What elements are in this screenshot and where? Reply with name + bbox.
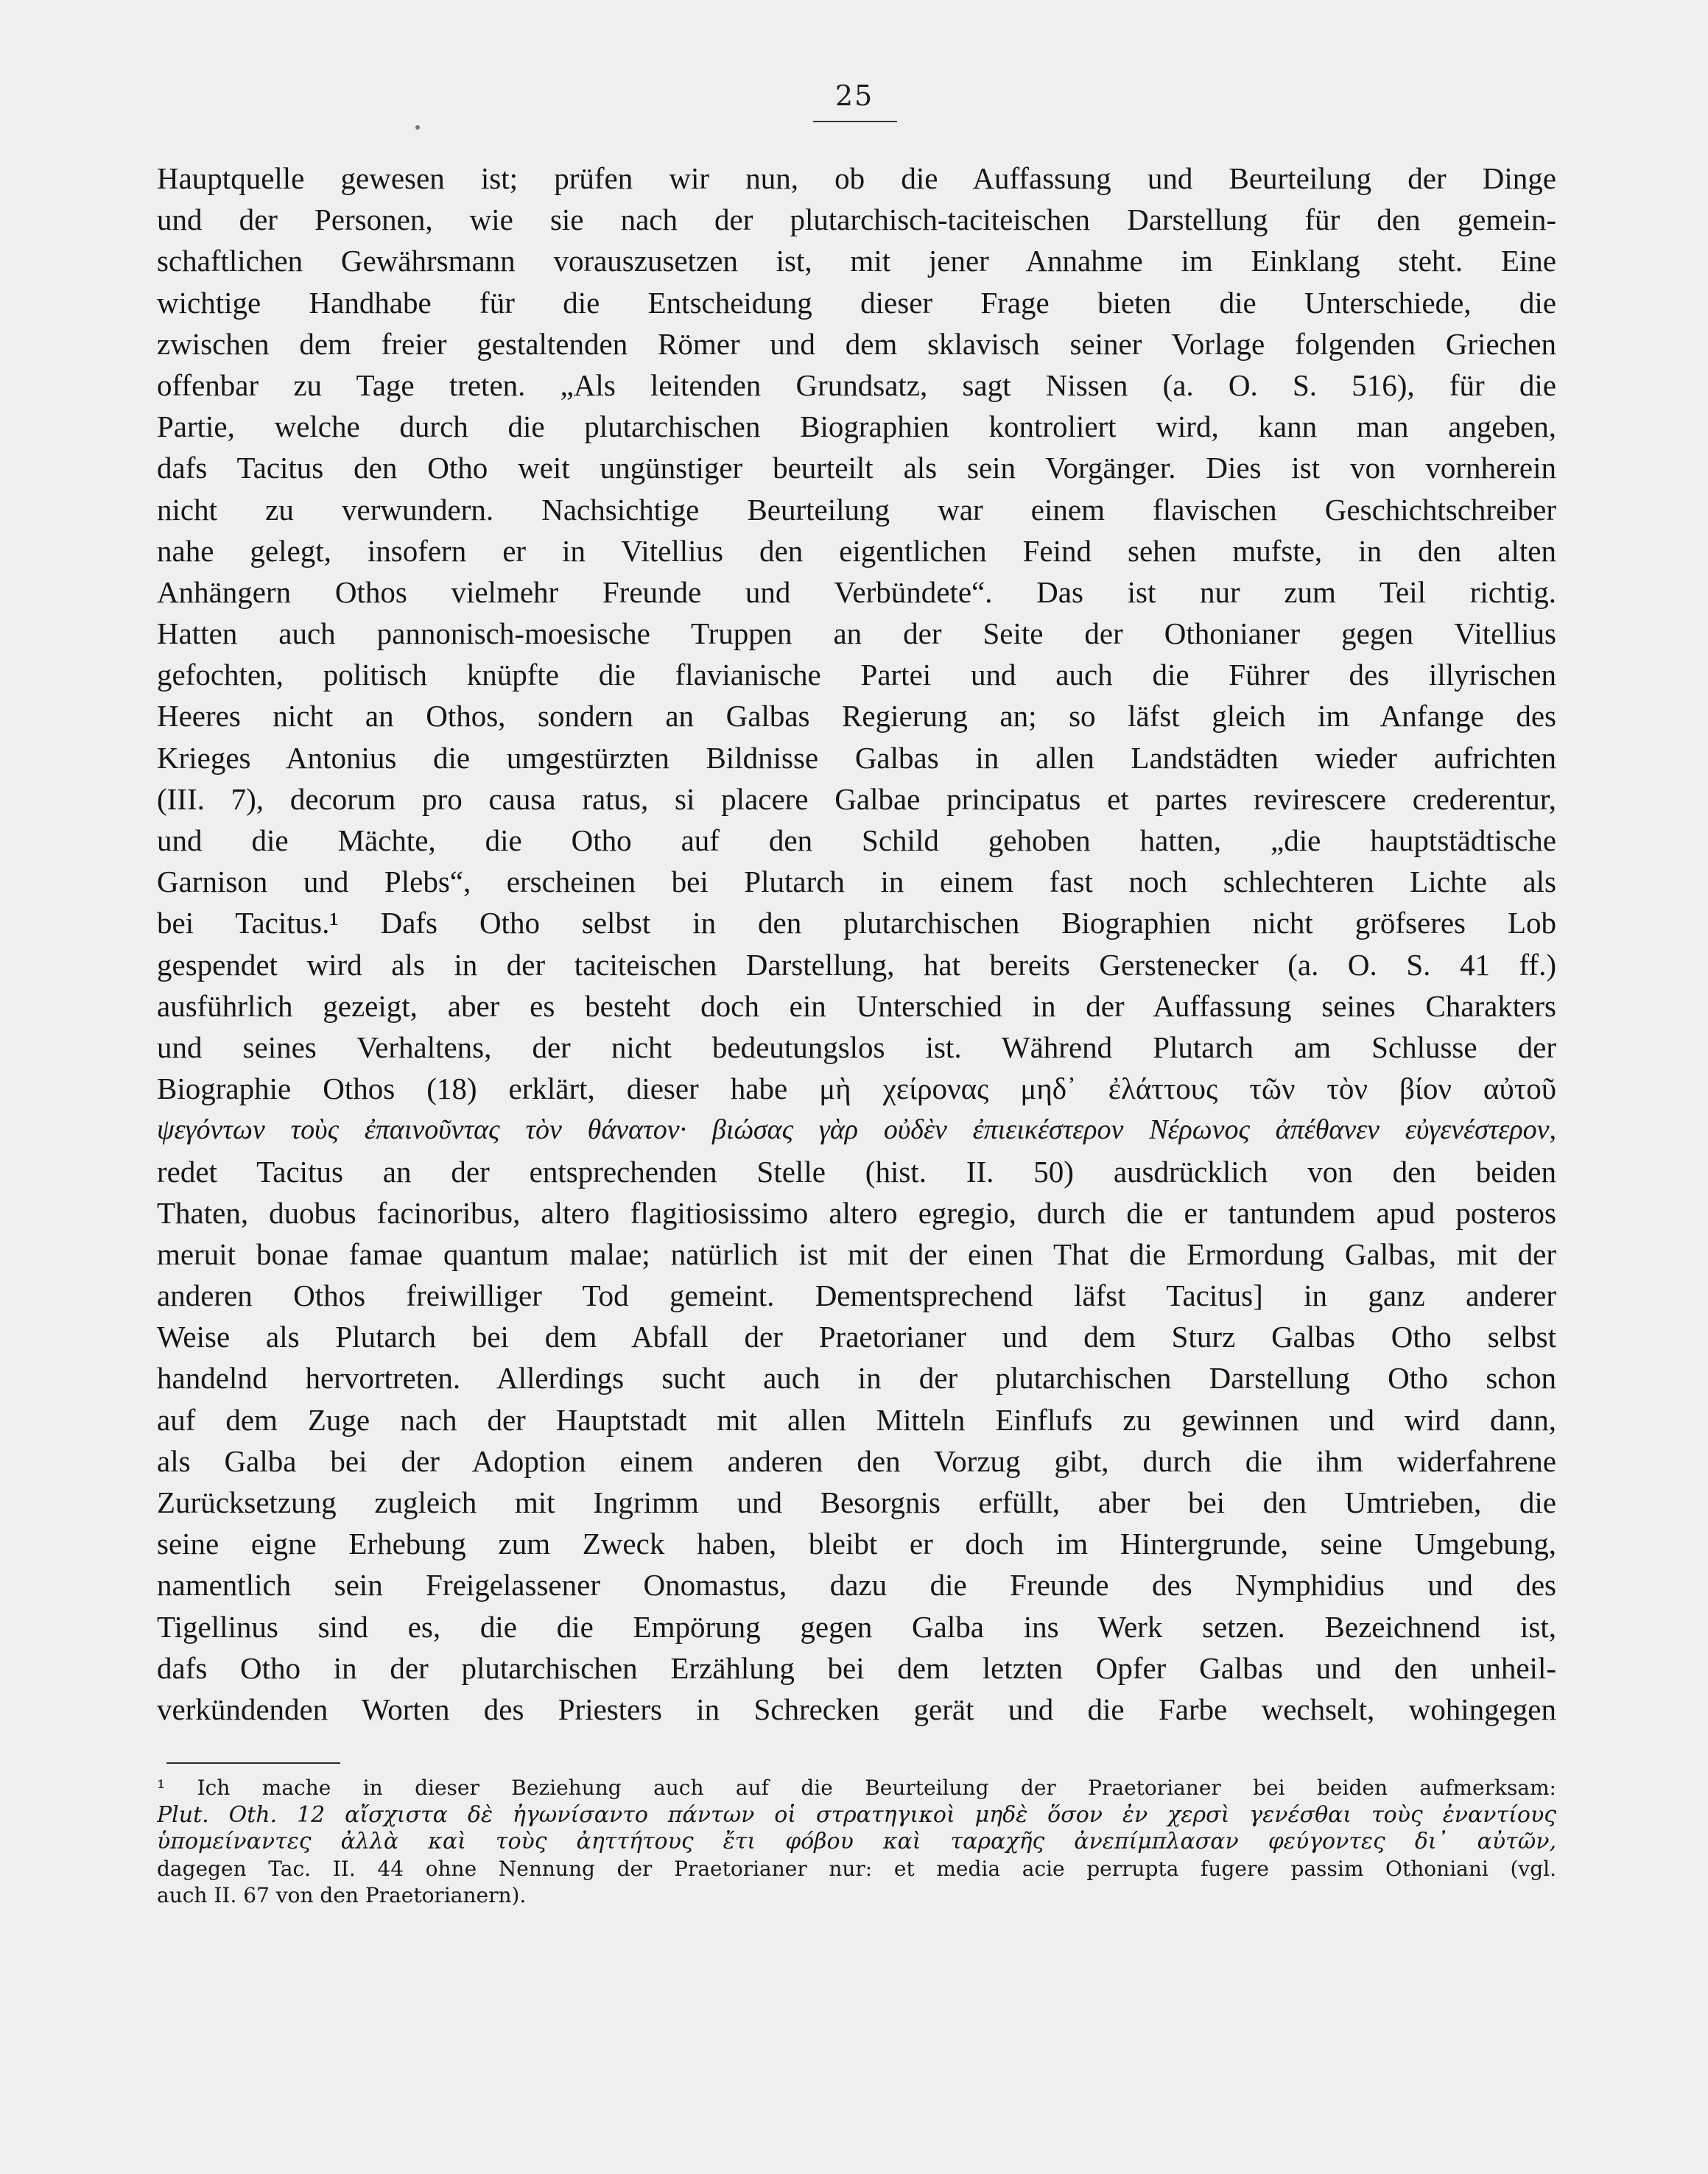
text-line: Garnison und Plebs“, erscheinen bei Plutarch in einem fast noch schlechteren Lichte als bbox=[157, 865, 1556, 899]
page-number-rule bbox=[813, 121, 897, 122]
main-text bbox=[157, 158, 1556, 1730]
text-line: und der Personen, wie sie nach der plutarchisch-taciteischen Darstellung für den gemein- bbox=[157, 203, 1556, 237]
text-line: meruit bonae famae quantum malae; natürlich ist mit der einen That die Ermordung Galbas, mit der bbox=[157, 1236, 1556, 1271]
text-line: Heeres nicht an Othos, sondern an Galbas Regierung an; so läfst gleich im Anfange des bbox=[157, 699, 1556, 734]
ink-speck bbox=[415, 125, 420, 130]
text-line: anderen Othos freiwilliger Tod gemeint. Dementsprechend läfst Tacitus] in ganz anderer bbox=[157, 1278, 1556, 1313]
text-line: handelnd hervortreten. Allerdings sucht auch in der plutarchischen Darstellung Otho schon bbox=[157, 1361, 1556, 1396]
text-line: und die Mächte, die Otho auf den Schild gehoben hatten, „die hauptstädtische bbox=[157, 823, 1556, 857]
text-line: Hatten auch pannonisch-moesische Truppen an der Seite der Othonianer gegen Vitellius bbox=[157, 616, 1556, 651]
text-line: dafs Tacitus den Otho weit ungünstiger beurteilt als sein Vorgänger. Dies ist von vornherein bbox=[157, 451, 1556, 485]
text-line: Biographie Othos (18) erklärt, dieser habe μὴ χείρονας μηδ᾽ ἐλάττους τῶν τὸν βίον αὐτοῦ bbox=[157, 1072, 1556, 1106]
text-line: und seines Verhaltens, der nicht bedeutungslos ist. Während Plutarch am Schlusse der bbox=[157, 1030, 1556, 1064]
page-number: 25 bbox=[834, 80, 874, 112]
text-line: Thaten, duobus facinoribus, altero flagitiosissimo altero egregio, durch die er tantundem apud posteros bbox=[157, 1195, 1556, 1230]
text-line: seine eigne Erhebung zum Zweck haben, bleibt er doch im Hintergrunde, seine Umgebung, bbox=[157, 1527, 1556, 1561]
text-line: bei Tacitus.¹ Dafs Otho selbst in den plutarchischen Biographien nicht gröfseres Lob bbox=[157, 906, 1556, 940]
text-line: nicht zu verwundern. Nachsichtige Beurteilung war einem flavischen Geschichtschreiber bbox=[157, 492, 1556, 527]
text-line: Weise als Plutarch bei dem Abfall der Praetorianer und dem Sturz Galbas Otho selbst bbox=[157, 1320, 1556, 1354]
footnote-rule bbox=[166, 1762, 340, 1764]
text-line: nahe gelegt, insofern er in Vitellius den eigentlichen Feind sehen mufste, in den alten bbox=[157, 533, 1556, 568]
text-line: namentlich sein Freigelassener Onomastus, dazu die Freunde des Nymphidius und des bbox=[157, 1568, 1556, 1603]
text-line: auf dem Zuge nach der Hauptstadt mit allen Mitteln Einflufs zu gewinnen und wird dann, bbox=[157, 1402, 1556, 1437]
footnote-line: ¹ Ich mache in dieser Beziehung auch auf die Beurteilung der Praetorianer bei beiden aufmerksam: bbox=[157, 1776, 1556, 1800]
text-line: Anhängern Othos vielmehr Freunde und Verbündete“. Das ist nur zum Teil richtig. bbox=[157, 574, 1556, 609]
text-line: ausführlich gezeigt, aber es besteht doch ein Unterschied in der Auffassung seines Charakters bbox=[157, 988, 1556, 1023]
text-line: gefochten, politisch knüpfte die flavianische Partei und auch die Führer des illyrischen bbox=[157, 658, 1556, 692]
text-line: Partie, welche durch die plutarchischen Biographien kontroliert wird, kann man angeben, bbox=[157, 409, 1556, 444]
footnote-greek-line: ὑπομείναντες ἀλλὰ καὶ τοὺς ἀηττήτους ἔτι φόβου καὶ ταραχῆς ἀνεπίμπλασαν φεύγοντες δι᾽ αὐτῶν, bbox=[157, 1829, 1556, 1854]
text-line: zwischen dem freier gestaltenden Römer und dem sklavisch seiner Vorlage folgenden Griechen bbox=[157, 326, 1556, 361]
footnote-line: dagegen Tac. II. 44 ohne Nennung der Praetorianer nur: et media acie perrupta fugere passim Othoniani (vgl. bbox=[157, 1856, 1556, 1881]
footnote bbox=[157, 1775, 1556, 1910]
text-line: offenbar zu Tage treten. „Als leitenden Grundsatz, sagt Nissen (a. O. S. 516), für die bbox=[157, 367, 1556, 402]
text-line: wichtige Handhabe für die Entscheidung dieser Frage bieten die Unterschiede, die bbox=[157, 285, 1556, 320]
text-line: (III. 7), decorum pro causa ratus, si placere Galbae principatus et partes revirescere crederentur, bbox=[157, 781, 1556, 816]
text-line: als Galba bei der Adoption einem anderen den Vorzug gibt, durch die ihm widerfahrene bbox=[157, 1443, 1556, 1478]
greek-quote-line: ψεγόντων τοὺς ἐπαινοῦντας τὸν θάνατον· βιώσας γὰρ οὐδὲν ἐπιεικέστερον Νέρωνος ἀπέθανεν εὐγενέστερον, bbox=[157, 1114, 1556, 1146]
footnote-greek-line: Plut. Oth. 12 αἴσχιστα δὲ ἠγωνίσαντο πάντων οἱ στρατηγικοὶ μηδὲ ὅσον ἐν χερσὶ γενέσθαι τοὺς ἐναντίους bbox=[157, 1801, 1556, 1828]
text-line: redet Tacitus an der entsprechenden Stelle (hist. II. 50) ausdrücklich von den beiden bbox=[157, 1154, 1556, 1189]
text-line: gespendet wird als in der taciteischen Darstellung, hat bereits Gerstenecker (a. O. S. 41 ff.) bbox=[157, 947, 1556, 982]
text-line: Krieges Antonius die umgestürzten Bildnisse Galbas in allen Landstädten wieder aufrichten bbox=[157, 740, 1556, 775]
text-line: dafs Otho in der plutarchischen Erzählung bei dem letzten Opfer Galbas und den unheil- bbox=[157, 1650, 1556, 1685]
text-line: verkündenden Worten des Priesters in Schrecken gerät und die Farbe wechselt, wohingegen bbox=[157, 1692, 1556, 1726]
text-line: Tigellinus sind es, die die Empörung gegen Galba ins Werk setzen. Bezeichnend ist, bbox=[157, 1609, 1556, 1644]
text-line: schaftlichen Gewährsmann vorauszusetzen ist, mit jener Annahme im Einklang steht. Eine bbox=[157, 244, 1556, 278]
text-line: Hauptquelle gewesen ist; prüfen wir nun, ob die Auffassung und Beurteilung der Dinge bbox=[157, 161, 1556, 195]
text-line: Zurücksetzung zugleich mit Ingrimm und Besorgnis erfüllt, aber bei den Umtrieben, die bbox=[157, 1485, 1556, 1519]
footnote-line: auch II. 67 von den Praetorianern). bbox=[157, 1883, 527, 1907]
